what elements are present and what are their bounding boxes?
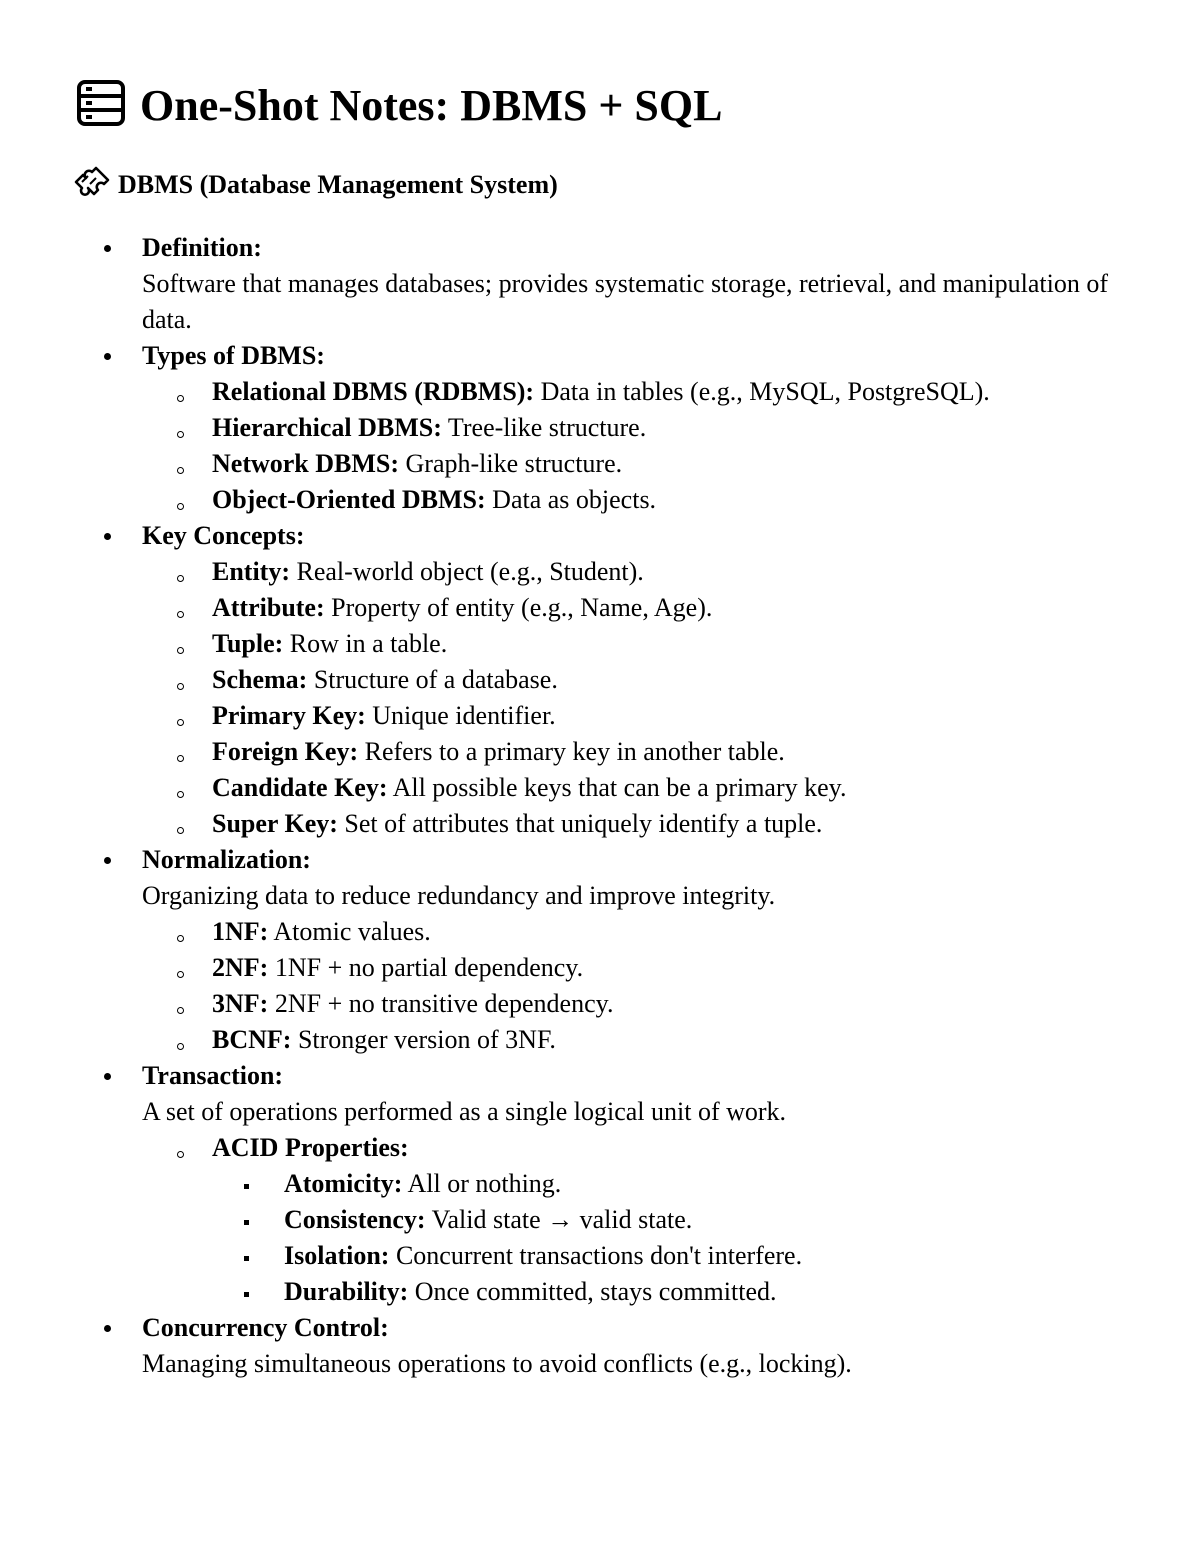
item-text: Real-world object (e.g., Student). bbox=[290, 557, 644, 586]
item-term: Entity: bbox=[212, 557, 290, 586]
circle-bullet-marker bbox=[177, 719, 184, 726]
sub-list-item bbox=[142, 662, 1120, 698]
sub-list-item bbox=[142, 554, 1120, 590]
sub-list-item bbox=[142, 950, 1120, 986]
item-description: Software that manages databases; provides systematic storage, retrieval, and manipulation of data. bbox=[142, 269, 1109, 334]
list-item bbox=[0, 1310, 1200, 1382]
sub-list-item bbox=[142, 914, 1120, 950]
circle-bullet-marker bbox=[177, 1043, 184, 1050]
item-text: Atomic values. bbox=[268, 917, 431, 946]
sub-list-item bbox=[142, 698, 1120, 734]
bullet-marker bbox=[104, 245, 111, 252]
sub-list-item bbox=[142, 1130, 1120, 1310]
circle-bullet-marker bbox=[177, 971, 184, 978]
item-term: Primary Key: bbox=[212, 701, 366, 730]
item-label: Definition: bbox=[142, 233, 262, 262]
sub-list-item bbox=[142, 734, 1120, 770]
section-heading bbox=[74, 166, 558, 203]
list-item bbox=[0, 518, 1200, 842]
item-term: Tuple: bbox=[212, 629, 284, 658]
page-title bbox=[76, 78, 722, 134]
item-term: Super Key: bbox=[212, 809, 338, 838]
list-item bbox=[0, 338, 1200, 518]
item-text: Structure of a database. bbox=[307, 665, 558, 694]
item-text: Refers to a primary key in another table. bbox=[358, 737, 785, 766]
square-bullet-marker bbox=[244, 1256, 249, 1261]
item-text: Data in tables (e.g., MySQL, PostgreSQL). bbox=[534, 377, 990, 406]
item-label: Transaction: bbox=[142, 1061, 284, 1090]
sub-list-item bbox=[142, 1022, 1120, 1058]
circle-bullet-marker bbox=[177, 1151, 184, 1158]
item-text: Row in a table. bbox=[283, 629, 448, 658]
item-text: Concurrent transactions don't interfere. bbox=[389, 1241, 803, 1270]
square-bullet-marker bbox=[244, 1220, 249, 1225]
sub-list-item bbox=[142, 590, 1120, 626]
sub-list-item bbox=[142, 986, 1120, 1022]
circle-bullet-marker bbox=[177, 647, 184, 654]
sub-list-item bbox=[142, 410, 1120, 446]
circle-bullet-marker bbox=[177, 431, 184, 438]
section-heading-text: DBMS (Database Management System) bbox=[118, 170, 558, 199]
item-label: Normalization: bbox=[142, 845, 311, 874]
item-text: Property of entity (e.g., Name, Age). bbox=[324, 593, 713, 622]
item-label: Key Concepts: bbox=[142, 521, 305, 550]
circle-bullet-marker bbox=[177, 1007, 184, 1014]
sub-sub-list-item bbox=[212, 1166, 1120, 1202]
item-label: Concurrency Control: bbox=[142, 1313, 389, 1342]
bullet-marker bbox=[104, 533, 111, 540]
item-term: BCNF: bbox=[212, 1025, 292, 1054]
sub-list bbox=[142, 1130, 1120, 1310]
item-text: Valid state → valid state. bbox=[425, 1205, 693, 1234]
sub-list bbox=[142, 554, 1120, 842]
item-term: Schema: bbox=[212, 665, 308, 694]
puzzle-piece-icon bbox=[74, 166, 110, 198]
item-text: Data as objects. bbox=[485, 485, 657, 514]
sub-list-item bbox=[142, 770, 1120, 806]
square-bullet-marker bbox=[244, 1184, 249, 1189]
item-description: Organizing data to reduce redundancy and improve integrity. bbox=[142, 881, 776, 910]
circle-bullet-marker bbox=[177, 395, 184, 402]
item-text: Set of attributes that uniquely identify a tuple. bbox=[337, 809, 823, 838]
item-term: Durability: bbox=[284, 1277, 409, 1306]
sub-sub-list-item bbox=[212, 1238, 1120, 1274]
item-text: 1NF + no partial dependency. bbox=[268, 953, 584, 982]
circle-bullet-marker bbox=[177, 467, 184, 474]
bullet-marker bbox=[104, 1325, 111, 1332]
circle-bullet-marker bbox=[177, 611, 184, 618]
circle-bullet-marker bbox=[177, 827, 184, 834]
item-text: Once committed, stays committed. bbox=[408, 1277, 777, 1306]
circle-bullet-marker bbox=[177, 791, 184, 798]
bullet-marker bbox=[104, 353, 111, 360]
notes-list bbox=[0, 230, 1200, 1382]
item-text: All or nothing. bbox=[402, 1169, 562, 1198]
item-term: Hierarchical DBMS: bbox=[212, 413, 442, 442]
item-term: Object-Oriented DBMS: bbox=[212, 485, 486, 514]
circle-bullet-marker bbox=[177, 575, 184, 582]
sub-list bbox=[142, 914, 1120, 1058]
page-title-text: One-Shot Notes: DBMS + SQL bbox=[140, 81, 723, 130]
item-term: Atomicity: bbox=[284, 1169, 403, 1198]
item-term: Foreign Key: bbox=[212, 737, 359, 766]
sub-sub-list-item bbox=[212, 1202, 1120, 1238]
item-term: Relational DBMS (RDBMS): bbox=[212, 377, 535, 406]
item-text: Graph-like structure. bbox=[399, 449, 623, 478]
item-term: Consistency: bbox=[284, 1205, 426, 1234]
item-term: 1NF: bbox=[212, 917, 269, 946]
item-text: 2NF + no transitive dependency. bbox=[268, 989, 614, 1018]
sub-sub-list-item bbox=[212, 1274, 1120, 1310]
circle-bullet-marker bbox=[177, 503, 184, 510]
bullet-marker bbox=[104, 1073, 111, 1080]
item-term: ACID Properties: bbox=[212, 1133, 409, 1162]
item-text: Tree-like structure. bbox=[441, 413, 647, 442]
sub-list-item bbox=[142, 806, 1120, 842]
item-description: Managing simultaneous operations to avoid conflicts (e.g., locking). bbox=[142, 1349, 852, 1378]
item-text: Unique identifier. bbox=[365, 701, 556, 730]
item-text: All possible keys that can be a primary key. bbox=[387, 773, 847, 802]
circle-bullet-marker bbox=[177, 935, 184, 942]
list-item bbox=[0, 230, 1200, 338]
item-label: Types of DBMS: bbox=[142, 341, 325, 370]
sub-list-item bbox=[142, 482, 1120, 518]
item-text: Stronger version of 3NF. bbox=[291, 1025, 556, 1054]
circle-bullet-marker bbox=[177, 755, 184, 762]
sub-list bbox=[142, 374, 1120, 518]
circle-bullet-marker bbox=[177, 683, 184, 690]
item-term: 2NF: bbox=[212, 953, 269, 982]
item-term: Isolation: bbox=[284, 1241, 390, 1270]
item-term: Attribute: bbox=[212, 593, 325, 622]
sub-list-item bbox=[142, 374, 1120, 410]
file-cabinet-icon bbox=[76, 80, 126, 126]
sub-list-item bbox=[142, 446, 1120, 482]
sub-list-item bbox=[142, 626, 1120, 662]
item-term: Network DBMS: bbox=[212, 449, 400, 478]
item-term: 3NF: bbox=[212, 989, 269, 1018]
list-item bbox=[0, 1058, 1200, 1310]
list-item bbox=[0, 842, 1200, 1058]
square-bullet-marker bbox=[244, 1292, 249, 1297]
nested-list bbox=[212, 1166, 1120, 1310]
bullet-marker bbox=[104, 857, 111, 864]
item-term: Candidate Key: bbox=[212, 773, 388, 802]
item-description: A set of operations performed as a single logical unit of work. bbox=[142, 1097, 787, 1126]
